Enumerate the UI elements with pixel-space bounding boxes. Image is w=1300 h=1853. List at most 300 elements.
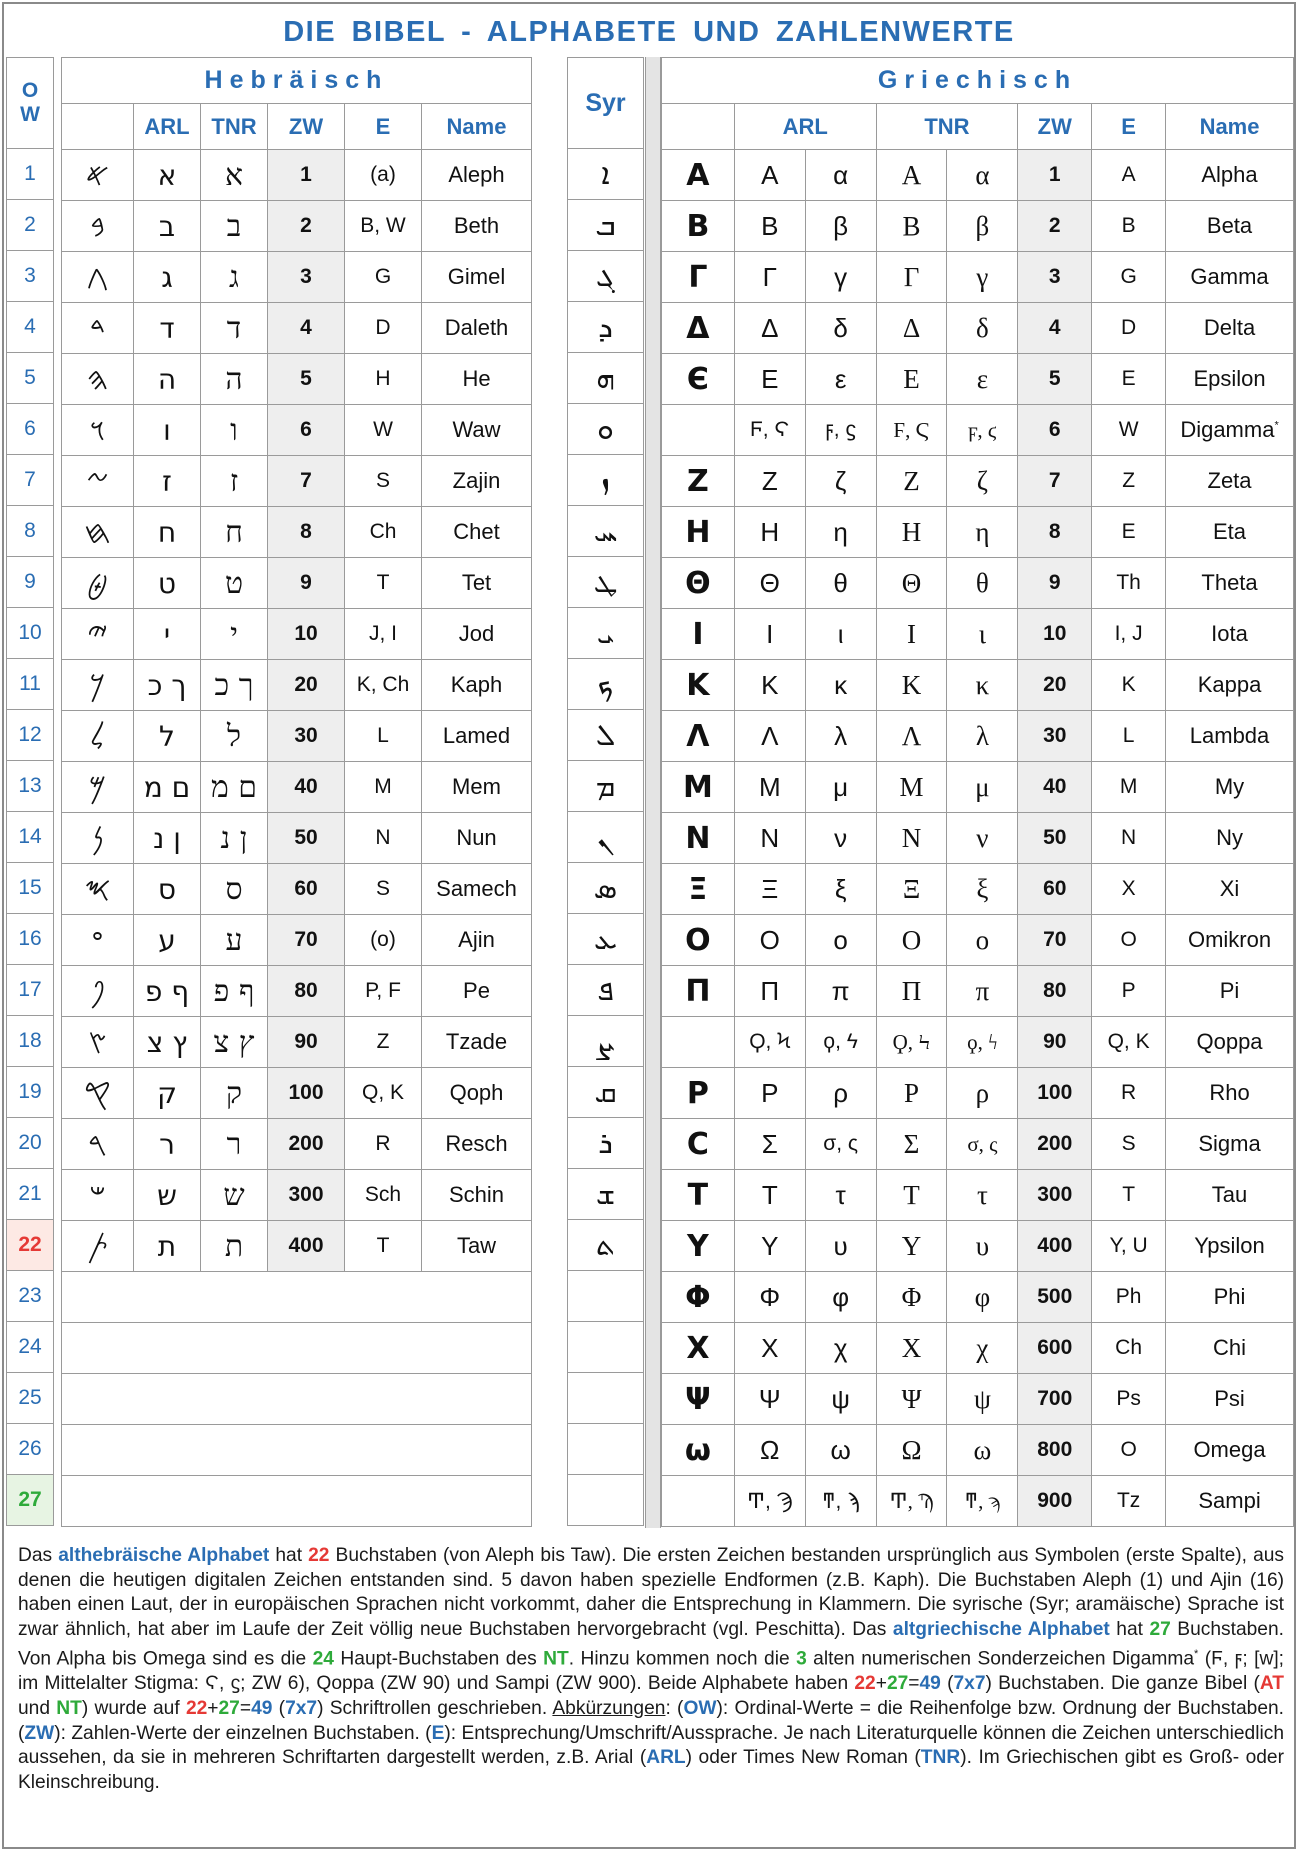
ordinal-cell: 7: [7, 455, 54, 506]
greek-transliteration: G: [1092, 252, 1166, 303]
greek-tnr-lower: τ: [947, 1170, 1018, 1221]
hebrew-tnr-letter: ר: [201, 1119, 268, 1170]
hebrew-column-header: ZW: [268, 104, 345, 150]
hebrew-arial-letter: ש: [134, 1170, 201, 1221]
hebrew-letter-name: Samech: [422, 864, 532, 915]
greek-transliteration: Ch: [1092, 1323, 1166, 1374]
syriac-empty-row: [568, 1424, 644, 1475]
hebrew-tnr-letter: ל: [201, 711, 268, 762]
hebrew-row: [62, 1119, 532, 1170]
greek-tnr-upper: Ζ: [876, 456, 947, 507]
hebrew-tnr-letter: ן נ: [201, 813, 268, 864]
greek-numeric-value: 7: [1018, 456, 1092, 507]
greek-arial-lower: θ: [805, 558, 876, 609]
greek-arial-upper: Ο: [734, 915, 805, 966]
greek-letter-name: [1166, 609, 1294, 660]
ancient-hebrew-glyph: 𐤆: [62, 456, 134, 507]
greek-transliteration: N: [1092, 813, 1166, 864]
hebrew-row: [62, 864, 532, 915]
ordinal-cell: 19: [7, 1067, 54, 1118]
greek-tnr-upper: Ψ: [876, 1374, 947, 1425]
ordinal-cell: 25: [7, 1373, 54, 1424]
greek-arial-upper: Φ: [734, 1272, 805, 1323]
hebrew-arial-letter: ף פ: [134, 966, 201, 1017]
greek-arial-lower: γ: [805, 252, 876, 303]
hebrew-letter-name: Lamed: [422, 711, 532, 762]
greek-arial-upper: Μ: [734, 762, 805, 813]
syriac-empty-row: [568, 1322, 644, 1373]
greek-numeric-value: 100: [1018, 1068, 1092, 1119]
hebrew-numeric-value: 3: [268, 252, 345, 303]
greek-letter-name: [1166, 252, 1294, 303]
greek-tnr-lower: χ: [947, 1323, 1018, 1374]
hebrew-tnr-letter: ט: [201, 558, 268, 609]
greek-arial-upper: Ν: [734, 813, 805, 864]
greek-tnr-upper: Π: [876, 966, 947, 1017]
greek-arial-upper: Γ: [734, 252, 805, 303]
greek-tnr-upper: Ο: [876, 915, 947, 966]
greek-tnr-lower: β: [947, 201, 1018, 252]
greek-tnr-upper: Μ: [876, 762, 947, 813]
syriac-letter: ܡ: [568, 761, 644, 812]
greek-arial-lower: σ, ς: [805, 1119, 876, 1170]
hebrew-column-header: ARL: [134, 104, 201, 150]
greek-tnr-lower: α: [947, 150, 1018, 201]
greek-arial-upper: Κ: [734, 660, 805, 711]
greek-row: [662, 1425, 1294, 1476]
hebrew-numeric-value: 400: [268, 1221, 345, 1272]
greek-arial-lower: ε: [805, 354, 876, 405]
greek-tnr-upper: Χ: [876, 1323, 947, 1374]
hebrew-row: [62, 303, 532, 354]
greek-letter-name-text: Digamma: [1180, 417, 1275, 442]
greek-letter-name-text: Chi: [1213, 1335, 1247, 1360]
greek-letter-name: [1166, 1017, 1294, 1068]
greek-tnr-lower: ϙ, ϟ: [947, 1017, 1018, 1068]
syriac-letter: ܕ: [568, 302, 644, 353]
greek-row: [662, 966, 1294, 1017]
hebrew-numeric-value: 1: [268, 150, 345, 201]
ancient-greek-glyph: Ο: [662, 915, 735, 966]
ancient-hebrew-glyph: 𐤉: [62, 609, 134, 660]
greek-transliteration: Ps: [1092, 1374, 1166, 1425]
ordinal-cell: 1: [7, 149, 54, 200]
ordinal-cell: 4: [7, 302, 54, 353]
hebrew-transliteration: Q, K: [345, 1068, 422, 1119]
hebrew-transliteration: D: [345, 303, 422, 354]
ancient-greek-glyph: Є: [662, 354, 735, 405]
ordinal-cell: 24: [7, 1322, 54, 1373]
greek-letter-name-text: Beta: [1206, 213, 1253, 238]
greek-tnr-lower: υ: [947, 1221, 1018, 1272]
hebrew-transliteration: H: [345, 354, 422, 405]
greek-row: [662, 609, 1294, 660]
hebrew-letter-name: Zajin: [422, 456, 532, 507]
greek-numeric-value: 8: [1018, 507, 1092, 558]
hebrew-transliteration: K, Ch: [345, 660, 422, 711]
greek-letter-name-text: Kappa: [1197, 672, 1262, 697]
greek-letter-name-text: Pi: [1219, 978, 1240, 1003]
ancient-hebrew-glyph: 𐤁: [62, 201, 134, 252]
hebrew-numeric-value: 7: [268, 456, 345, 507]
syriac-header: Syr: [568, 58, 644, 149]
hebrew-transliteration: L: [345, 711, 422, 762]
greek-column-header: ARL: [734, 104, 876, 150]
greek-letter-name-text: Theta: [1201, 570, 1258, 595]
ancient-hebrew-glyph: 𐤕: [62, 1221, 134, 1272]
greek-arial-lower: α: [805, 150, 876, 201]
greek-letter-name-text: Iota: [1211, 621, 1248, 646]
hebrew-row: [62, 150, 532, 201]
ancient-greek-glyph: [662, 405, 735, 456]
greek-arial-lower: μ: [805, 762, 876, 813]
greek-row: [662, 1476, 1294, 1527]
hebrew-transliteration: Ch: [345, 507, 422, 558]
hebrew-row: [62, 456, 532, 507]
greek-letter-name: [1166, 1374, 1294, 1425]
hebrew-empty-row: [62, 1374, 532, 1425]
greek-transliteration: R: [1092, 1068, 1166, 1119]
ancient-hebrew-glyph: 𐤇: [62, 507, 134, 558]
hebrew-tnr-letter: ף פ: [201, 966, 268, 1017]
greek-tnr-lower: η: [947, 507, 1018, 558]
hebrew-row: [62, 1221, 532, 1272]
greek-letter-name-text: Eta: [1213, 519, 1247, 544]
ancient-greek-glyph: [662, 1017, 735, 1068]
ancient-greek-glyph: Β: [662, 201, 735, 252]
greek-numeric-value: 900: [1018, 1476, 1092, 1527]
greek-letter-name: [1166, 813, 1294, 864]
greek-transliteration: A: [1092, 150, 1166, 201]
ancient-greek-glyph: Κ: [662, 660, 735, 711]
greek-tnr-lower: ι: [947, 609, 1018, 660]
greek-tnr-upper: Σ: [876, 1119, 947, 1170]
greek-transliteration: W: [1092, 405, 1166, 456]
greek-letter-name: [1166, 1221, 1294, 1272]
hebrew-letter-name: Nun: [422, 813, 532, 864]
greek-arial-lower: χ: [805, 1323, 876, 1374]
greek-row: [662, 1170, 1294, 1221]
hebrew-transliteration: P, F: [345, 966, 422, 1017]
hebrew-letter-name: Tet: [422, 558, 532, 609]
hebrew-transliteration: Z: [345, 1017, 422, 1068]
greek-row: [662, 150, 1294, 201]
greek-transliteration: B: [1092, 201, 1166, 252]
hebrew-row: [62, 813, 532, 864]
hebrew-numeric-value: 70: [268, 915, 345, 966]
greek-letter-name: [1166, 1272, 1294, 1323]
ancient-greek-glyph: Ζ: [662, 456, 735, 507]
hebrew-row: [62, 1068, 532, 1119]
ancient-greek-glyph: Ν: [662, 813, 735, 864]
greek-row: [662, 762, 1294, 813]
greek-arial-lower: ͳ, ϡ: [805, 1476, 876, 1527]
ancient-greek-glyph: Ξ: [662, 864, 735, 915]
hebrew-row: [62, 507, 532, 558]
ancient-hebrew-glyph: 𐤐: [62, 966, 134, 1017]
greek-arial-lower: ϙ, ϟ: [805, 1017, 876, 1068]
greek-arial-upper: Ϝ, Ϛ: [734, 405, 805, 456]
greek-numeric-value: 200: [1018, 1119, 1092, 1170]
syriac-letter: ܙ: [568, 455, 644, 506]
greek-tnr-lower: ε: [947, 354, 1018, 405]
greek-tnr-lower: φ: [947, 1272, 1018, 1323]
hebrew-letter-name: Mem: [422, 762, 532, 813]
hebrew-arial-letter: י: [134, 609, 201, 660]
greek-tnr-lower: θ: [947, 558, 1018, 609]
hebrew-transliteration: B, W: [345, 201, 422, 252]
greek-tnr-lower: ͳ, ϡ: [947, 1476, 1018, 1527]
greek-tnr-lower: ν: [947, 813, 1018, 864]
ordinal-cell: 11: [7, 659, 54, 710]
greek-arial-lower: ψ: [805, 1374, 876, 1425]
hebrew-tnr-letter: ם מ: [201, 762, 268, 813]
greek-letter-name: [1166, 1476, 1294, 1527]
greek-arial-upper: Λ: [734, 711, 805, 762]
ordinal-cell: 27: [7, 1475, 54, 1526]
greek-tnr-lower: ω: [947, 1425, 1018, 1476]
hebrew-letter-name: Resch: [422, 1119, 532, 1170]
hebrew-arial-letter: ב: [134, 201, 201, 252]
hebrew-arial-letter: ס: [134, 864, 201, 915]
greek-arial-lower: ρ: [805, 1068, 876, 1119]
syriac-letter: ܗ: [568, 353, 644, 404]
syriac-letter: ܠ: [568, 710, 644, 761]
greek-letter-name-text: Xi: [1219, 876, 1240, 901]
hebrew-arial-letter: ר: [134, 1119, 201, 1170]
greek-transliteration: Q, K: [1092, 1017, 1166, 1068]
greek-letter-name-text: Delta: [1203, 315, 1256, 340]
hebrew-letter-name: Qoph: [422, 1068, 532, 1119]
greek-column-header: E: [1092, 104, 1166, 150]
greek-tnr-upper: Α: [876, 150, 947, 201]
hebrew-transliteration: M: [345, 762, 422, 813]
greek-column-header: TNR: [876, 104, 1018, 150]
syriac-letter: ܟ: [568, 659, 644, 710]
hebrew-arial-letter: ח: [134, 507, 201, 558]
ordinal-cell: 26: [7, 1424, 54, 1475]
greek-tnr-upper: Δ: [876, 303, 947, 354]
greek-tnr-upper: Η: [876, 507, 947, 558]
ancient-hebrew-glyph: 𐤃: [62, 303, 134, 354]
hebrew-arial-letter: ץ צ: [134, 1017, 201, 1068]
greek-arial-lower: ν: [805, 813, 876, 864]
hebrew-numeric-value: 50: [268, 813, 345, 864]
greek-tnr-upper: Ε: [876, 354, 947, 405]
greek-numeric-value: 20: [1018, 660, 1092, 711]
greek-letter-name-text: My: [1214, 774, 1245, 799]
greek-group-label: Griechisch: [662, 58, 1294, 104]
hebrew-numeric-value: 90: [268, 1017, 345, 1068]
greek-letter-name: [1166, 354, 1294, 405]
greek-numeric-value: 1: [1018, 150, 1092, 201]
greek-transliteration: O: [1092, 915, 1166, 966]
greek-tnr-lower: π: [947, 966, 1018, 1017]
hebrew-arial-letter: ט: [134, 558, 201, 609]
greek-row: [662, 1119, 1294, 1170]
hebrew-tnr-letter: ס: [201, 864, 268, 915]
ancient-greek-glyph: Ρ: [662, 1068, 735, 1119]
footer-text: Das althebräische Alphabet hat 22 Buchstaben (von Aleph bis Taw). Die ersten Zeichen bestanden ursprünglich aus Symbolen (erste Spalte), aus denen die heutigen digitalen Zeichen entstanden sind. 5 davon haben spezielle Endformen (z.B. Kaph). Die Buchstaben Aleph (1) und Ajin (16) haben einen Laut, der in europäischen Sprachen nicht vorkommt, daher die Entsprechung in Klammern. Die syrische (Syr; aramäische) Sprache ist zwar ähnlich, hat aber im Laufe der Zeit völlig neue Buchstaben hervorgebracht (vgl. Peschitta). Das altgriechische Alphabet hat 27 Buchstaben. Von Alpha bis Omega sind es die 24 Haupt-Buchstaben des NT. Hinzu kommen noch die 3 alten numerischen Sonderzeichen Digamma* (Ϝ, ϝ; [w]; im Mittelalter Stigma: Ϛ, ϛ; ZW 6), Qoppa (ZW 90) und Sampi (ZW 900). Beide Alphabete haben 22+27=49 (7x7) Buchstaben. Die ganze Bibel (AT und NT) wurde auf 22+27=49 (7x7) Schriftrollen geschrieben. Abkürzungen: (OW): Ordinal-Werte = die Reihenfolge bzw. Ordnung der Buchstaben. (ZW): Zahlen-Werte der einzelnen Buchstaben. (E): Entsprechung/Umschrift/Aussprache. Je nach Literaturquelle können die Zeichen unterschiedlich aussehen, da sie in mehreren Schriftarten dargestellt werden, z.B. Arial (ARL) oder Times New Roman (TNR). Im Griechischen gibt es Groß- oder Kleinschreibung.: [18, 1545, 1285, 1793]
ancient-hebrew-glyph: 𐤑: [62, 1017, 134, 1068]
greek-arial-upper: Α: [734, 150, 805, 201]
greek-tnr-lower: ζ: [947, 456, 1018, 507]
ordinal-cell: 20: [7, 1118, 54, 1169]
greek-tnr-upper: Γ: [876, 252, 947, 303]
greek-row: [662, 660, 1294, 711]
ordinal-cell: 17: [7, 965, 54, 1016]
hebrew-empty-row: [62, 1476, 532, 1527]
ancient-greek-glyph: Τ: [662, 1170, 735, 1221]
greek-arial-upper: Ρ: [734, 1068, 805, 1119]
hebrew-numeric-value: 6: [268, 405, 345, 456]
hebrew-tnr-letter: ז: [201, 456, 268, 507]
hebrew-table: [61, 57, 532, 1527]
greek-numeric-value: 400: [1018, 1221, 1092, 1272]
hebrew-arial-letter: א: [134, 150, 201, 201]
hebrew-row: [62, 966, 532, 1017]
hebrew-transliteration: J, I: [345, 609, 422, 660]
page-frame: [2, 2, 1296, 1849]
ancient-hebrew-glyph: 𐤂: [62, 252, 134, 303]
hebrew-letter-name: Daleth: [422, 303, 532, 354]
greek-tnr-upper: Ξ: [876, 864, 947, 915]
greek-tnr-upper: Ι: [876, 609, 947, 660]
greek-tnr-upper: Θ: [876, 558, 947, 609]
syriac-letter: ܘ: [568, 404, 644, 455]
greek-letter-name-text: Sigma: [1198, 1131, 1261, 1156]
greek-numeric-value: 50: [1018, 813, 1092, 864]
greek-arial-upper: Ω: [734, 1425, 805, 1476]
greek-tnr-upper: Ͳ, Ϡ: [876, 1476, 947, 1527]
greek-arial-lower: ϝ, ϛ: [805, 405, 876, 456]
syriac-letter: ܒ: [568, 200, 644, 251]
greek-numeric-value: 6: [1018, 405, 1092, 456]
greek-numeric-value: 60: [1018, 864, 1092, 915]
greek-row: [662, 558, 1294, 609]
hebrew-letter-name: He: [422, 354, 532, 405]
hebrew-tnr-letter: א: [201, 150, 268, 201]
ordinal-cell: 10: [7, 608, 54, 659]
hebrew-column-header: E: [345, 104, 422, 150]
greek-tnr-lower: γ: [947, 252, 1018, 303]
greek-row: [662, 864, 1294, 915]
hebrew-letter-name: Ajin: [422, 915, 532, 966]
ow-header: O W: [7, 58, 54, 149]
hebrew-letter-name: Pe: [422, 966, 532, 1017]
footnote-marker: *: [1274, 419, 1279, 432]
ancient-greek-glyph: Μ: [662, 762, 735, 813]
syriac-letter: ܥ: [568, 914, 644, 965]
greek-tnr-upper: Ϝ, Ϛ: [876, 405, 947, 456]
greek-letter-name-text: Alpha: [1201, 162, 1258, 187]
greek-tnr-upper: Β: [876, 201, 947, 252]
greek-arial-lower: ο: [805, 915, 876, 966]
greek-arial-upper: Ξ: [734, 864, 805, 915]
greek-row: [662, 1221, 1294, 1272]
greek-numeric-value: 800: [1018, 1425, 1092, 1476]
greek-tnr-lower: σ, ς: [947, 1119, 1018, 1170]
hebrew-column-header: Name: [422, 104, 532, 150]
greek-tnr-upper: Ω: [876, 1425, 947, 1476]
hebrew-row: [62, 558, 532, 609]
greek-numeric-value: 2: [1018, 201, 1092, 252]
greek-letter-name: [1166, 915, 1294, 966]
greek-letter-name-text: Qoppa: [1196, 1029, 1263, 1054]
ordinal-cell: 2: [7, 200, 54, 251]
syriac-letter: ܢ: [568, 812, 644, 863]
greek-tnr-upper: Ϙ, Ϟ: [876, 1017, 947, 1068]
greek-transliteration: P: [1092, 966, 1166, 1017]
syriac-letter: ܣ: [568, 863, 644, 914]
greek-letter-name-text: Rho: [1209, 1080, 1250, 1105]
hebrew-arial-letter: ך כ: [134, 660, 201, 711]
greek-letter-name: [1166, 1119, 1294, 1170]
greek-row: [662, 405, 1294, 456]
greek-row: [662, 201, 1294, 252]
greek-tnr-lower: ο: [947, 915, 1018, 966]
greek-letter-name: [1166, 1170, 1294, 1221]
syriac-empty-row: [568, 1271, 644, 1322]
hebrew-tnr-letter: י: [201, 609, 268, 660]
hebrew-numeric-value: 40: [268, 762, 345, 813]
greek-arial-lower: δ: [805, 303, 876, 354]
ancient-greek-glyph: Η: [662, 507, 735, 558]
greek-letter-name-text: Omikron: [1187, 927, 1272, 952]
greek-numeric-value: 80: [1018, 966, 1092, 1017]
greek-transliteration: L: [1092, 711, 1166, 762]
hebrew-empty-row: [62, 1425, 532, 1476]
hebrew-transliteration: T: [345, 1221, 422, 1272]
ordinal-cell: 22: [7, 1220, 54, 1271]
hebrew-numeric-value: 30: [268, 711, 345, 762]
greek-transliteration: E: [1092, 354, 1166, 405]
greek-letter-name: [1166, 201, 1294, 252]
greek-column-header: Name: [1166, 104, 1294, 150]
hebrew-numeric-value: 200: [268, 1119, 345, 1170]
ancient-greek-glyph: Φ: [662, 1272, 735, 1323]
hebrew-tnr-letter: ה: [201, 354, 268, 405]
hebrew-numeric-value: 60: [268, 864, 345, 915]
greek-numeric-value: 300: [1018, 1170, 1092, 1221]
greek-letter-name-text: Sampi: [1198, 1488, 1261, 1513]
hebrew-column-header: TNR: [201, 104, 268, 150]
greek-row: [662, 1272, 1294, 1323]
hebrew-tnr-letter: ד: [201, 303, 268, 354]
greek-arial-upper: Ι: [734, 609, 805, 660]
hebrew-arial-letter: ם מ: [134, 762, 201, 813]
hebrew-row: [62, 1017, 532, 1068]
ancient-greek-glyph: Α: [662, 150, 735, 201]
greek-numeric-value: 90: [1018, 1017, 1092, 1068]
greek-column-header: [662, 104, 735, 150]
hebrew-letter-name: Chet: [422, 507, 532, 558]
ancient-greek-glyph: Χ: [662, 1323, 735, 1374]
ancient-greek-glyph: Δ: [662, 303, 735, 354]
hebrew-tnr-letter: ק: [201, 1068, 268, 1119]
ancient-greek-glyph: Γ: [662, 252, 735, 303]
hebrew-numeric-value: 300: [268, 1170, 345, 1221]
hebrew-arial-letter: ן נ: [134, 813, 201, 864]
greek-arial-upper: Ϙ, Ϟ: [734, 1017, 805, 1068]
greek-numeric-value: 4: [1018, 303, 1092, 354]
greek-transliteration: Ph: [1092, 1272, 1166, 1323]
syriac-letter: ܬ: [568, 1220, 644, 1271]
hebrew-transliteration: Sch: [345, 1170, 422, 1221]
greek-row: [662, 303, 1294, 354]
greek-arial-upper: Π: [734, 966, 805, 1017]
greek-table: [661, 57, 1294, 1527]
